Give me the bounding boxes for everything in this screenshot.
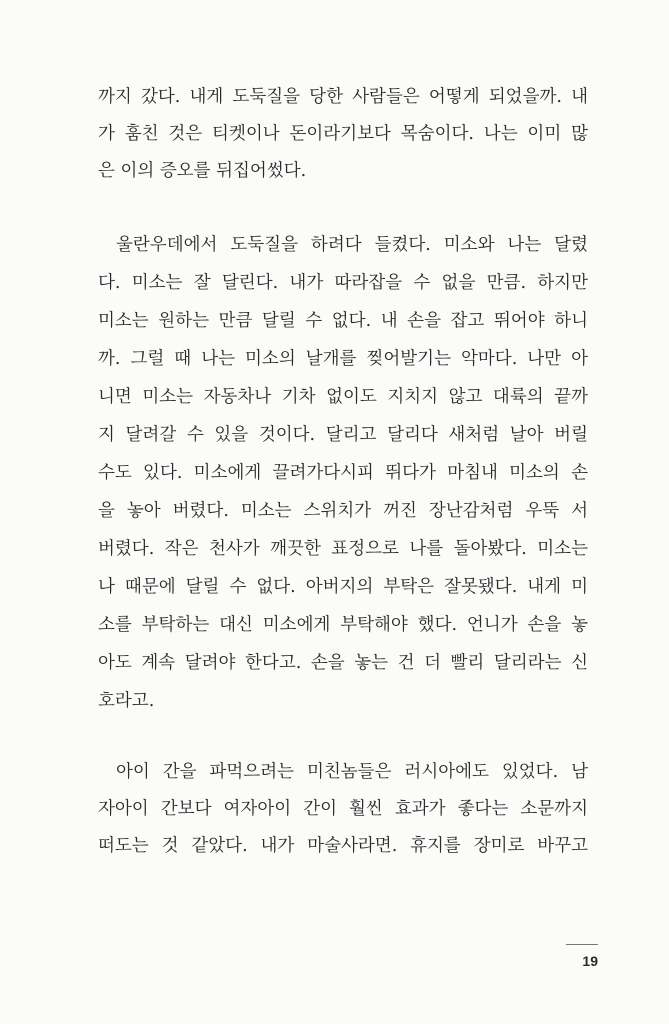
text-line: 가 훔친 것은 티켓이나 돈이라기보다 목숨이다. 나는 이미 많 (98, 124, 588, 144)
text-line: 까. 그럴 때 나는 미소의 날개를 찢어발기는 악마다. 나만 아 (98, 349, 588, 369)
text-line: 수도 있다. 미소에게 끌려가다시피 뛰다가 마침내 미소의 손 (98, 463, 588, 483)
text-line: 아도 계속 달려야 한다고. 손을 놓는 건 더 빨리 달리라는 신 (98, 653, 588, 673)
page-number-rule (566, 944, 598, 945)
text-line: 미소는 원하는 만큼 달릴 수 없다. 내 손을 잡고 뛰어야 하니 (98, 311, 588, 331)
text-line: 소를 부탁하는 대신 미소에게 부탁해야 했다. 언니가 손을 놓 (98, 615, 588, 635)
text-line: 버렸다. 작은 천사가 깨끗한 표정으로 나를 돌아봤다. 미소는 (98, 539, 588, 559)
text-line: 은 이의 증오를 뒤집어썼다. (98, 161, 307, 181)
text-line: 니면 미소는 자동차나 기차 없이도 지치지 않고 대륙의 끝까 (98, 387, 588, 407)
text-line: 다. 미소는 잘 달린다. 내가 따라잡을 수 없을 만큼. 하지만 (98, 273, 588, 293)
text-line: 호라고. (98, 691, 155, 711)
text-line: 나 때문에 달릴 수 없다. 아버지의 부탁은 잘못됐다. 내게 미 (98, 577, 588, 597)
text-line: 을 놓아 버렸다. 미소는 스위치가 꺼진 장난감처럼 우뚝 서 (98, 501, 588, 521)
text-line: 울란우데에서 도둑질을 하려다 들켰다. 미소와 나는 달렸 (116, 235, 588, 255)
text-line: 자아이 간보다 여자아이 간이 훨씬 효과가 좋다는 소문까지 (98, 799, 588, 819)
text-line: 떠도는 것 같았다. 내가 마술사라면. 휴지를 장미로 바꾸고 (98, 836, 588, 856)
text-line: 지 달려갈 수 있을 것이다. 달리고 달리다 새처럼 날아 버릴 (98, 425, 588, 445)
page-number: 19 (582, 953, 598, 969)
text-line: 아이 간을 파먹으려는 미친놈들은 러시아에도 있었다. 남 (116, 762, 588, 782)
text-line: 까지 갔다. 내게 도둑질을 당한 사람들은 어떻게 되었을까. 내 (98, 87, 588, 107)
